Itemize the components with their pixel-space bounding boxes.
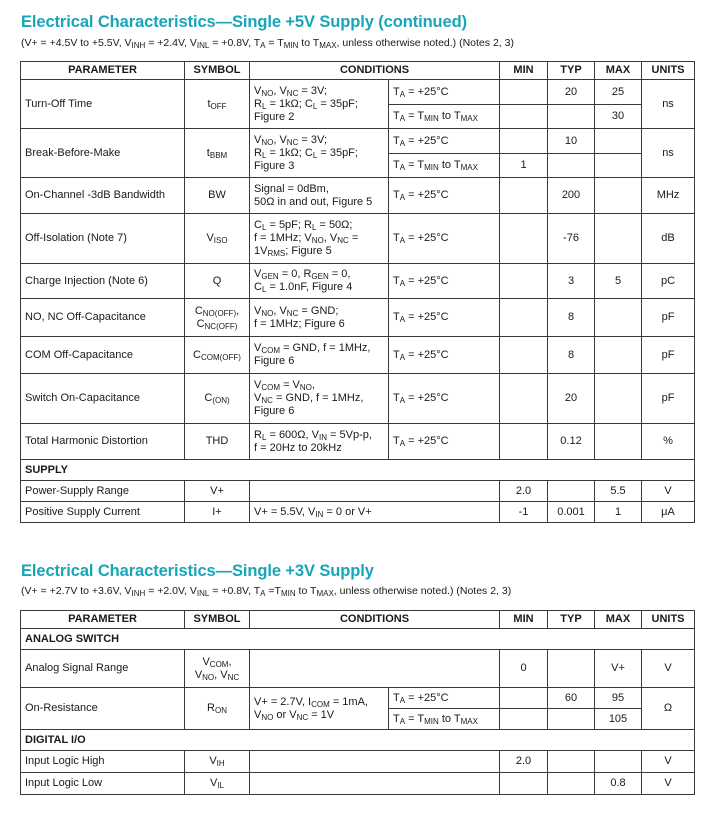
min-cell: 1 bbox=[500, 154, 548, 178]
symbol-cell: THD bbox=[185, 424, 250, 460]
header-conditions: CONDITIONS bbox=[250, 611, 500, 629]
max-cell: V+ bbox=[595, 650, 642, 688]
param-cell: On-Resistance bbox=[21, 688, 185, 730]
param-cell: Turn-Off Time bbox=[21, 80, 185, 129]
typ-cell: 3 bbox=[548, 264, 595, 299]
units-cell: V bbox=[642, 481, 695, 502]
min-cell: 2.0 bbox=[500, 481, 548, 502]
min-cell bbox=[500, 105, 548, 129]
conditions-cell: $V_{NO}$, $V_{NC}$ = GND; f = 1MHz; Figure 6 bbox=[250, 299, 389, 337]
min-cell bbox=[500, 424, 548, 460]
conditions-cell bbox=[250, 751, 500, 773]
min-cell bbox=[500, 688, 548, 709]
section-row-digital-io bbox=[21, 730, 695, 751]
max-cell bbox=[595, 424, 642, 460]
header-max: MAX bbox=[595, 611, 642, 629]
conditions-cell: $V_{COM} = V_{NO}$, $V_{NC}$ = GND, f = 1MHz, Figure 6 bbox=[250, 374, 389, 424]
max-cell: 30 bbox=[595, 105, 642, 129]
symbol-cell: $R_{ON}$ bbox=[185, 688, 250, 730]
table-row bbox=[21, 481, 695, 502]
units-cell: ns bbox=[642, 129, 695, 178]
max-cell bbox=[595, 374, 642, 424]
max-cell bbox=[595, 299, 642, 337]
typ-cell bbox=[548, 709, 595, 730]
min-cell bbox=[500, 709, 548, 730]
min-cell bbox=[500, 178, 548, 214]
temp-condition-cell: $T_A = +25^\circ C$ bbox=[389, 214, 500, 264]
max-cell bbox=[595, 178, 642, 214]
header-min: MIN bbox=[500, 62, 548, 80]
units-cell: pC bbox=[642, 264, 695, 299]
symbol-cell: $C_{COM(OFF)}$ bbox=[185, 337, 250, 374]
section-label: SUPPLY bbox=[21, 460, 695, 481]
min-cell bbox=[500, 374, 548, 424]
param-cell: COM Off-Capacitance bbox=[21, 337, 185, 374]
min-cell bbox=[500, 773, 548, 795]
param-cell: Positive Supply Current bbox=[21, 502, 185, 523]
max-cell bbox=[595, 337, 642, 374]
param-cell: NO, NC Off-Capacitance bbox=[21, 299, 185, 337]
table-5v-supply bbox=[20, 61, 695, 523]
temp-condition-cell: $T_A = T_{MIN}$ to $T_{MAX}$ bbox=[389, 154, 500, 178]
header-conditions: CONDITIONS bbox=[250, 62, 500, 80]
temp-condition-cell: $T_A = +25^\circ C$ bbox=[389, 129, 500, 154]
symbol-cell: $V_{IL}$ bbox=[185, 773, 250, 795]
units-cell: V bbox=[642, 650, 695, 688]
header-min: MIN bbox=[500, 611, 548, 629]
typ-cell: 10 bbox=[548, 129, 595, 154]
symbol-cell: $t_{OFF}$ bbox=[185, 80, 250, 129]
min-cell bbox=[500, 299, 548, 337]
units-cell: Ω bbox=[642, 688, 695, 730]
min-cell bbox=[500, 214, 548, 264]
max-cell: 1 bbox=[595, 502, 642, 523]
table-row bbox=[21, 129, 695, 154]
param-cell: On-Channel -3dB Bandwidth bbox=[21, 178, 185, 214]
section-row-analog-switch bbox=[21, 629, 695, 650]
typ-cell: 8 bbox=[548, 299, 595, 337]
symbol-cell: V+ bbox=[185, 481, 250, 502]
symbol-cell: BW bbox=[185, 178, 250, 214]
param-cell: Off-Isolation (Note 7) bbox=[21, 214, 185, 264]
typ-cell bbox=[548, 105, 595, 129]
units-cell: ns bbox=[642, 80, 695, 129]
units-cell: pF bbox=[642, 374, 695, 424]
table-row bbox=[21, 214, 695, 264]
table-row bbox=[21, 650, 695, 688]
temp-condition-cell: $T_A = T_{MIN}$ to $T_{MAX}$ bbox=[389, 105, 500, 129]
header-row bbox=[21, 62, 695, 80]
param-cell: Break-Before-Make bbox=[21, 129, 185, 178]
temp-condition-cell: $T_A = +25^\circ C$ bbox=[389, 337, 500, 374]
max-cell: 95 bbox=[595, 688, 642, 709]
table-row bbox=[21, 374, 695, 424]
units-cell: μA bbox=[642, 502, 695, 523]
symbol-cell: Q bbox=[185, 264, 250, 299]
units-cell: V bbox=[642, 773, 695, 795]
param-cell: Analog Signal Range bbox=[21, 650, 185, 688]
min-cell bbox=[500, 80, 548, 105]
units-cell: MHz bbox=[642, 178, 695, 214]
section2-title: Electrical Characteristics—Single +3V Supply bbox=[21, 562, 374, 580]
table-row bbox=[21, 773, 695, 795]
min-cell bbox=[500, 337, 548, 374]
temp-condition-cell: $T_A = +25^\circ C$ bbox=[389, 688, 500, 709]
min-cell bbox=[500, 129, 548, 154]
min-cell: 0 bbox=[500, 650, 548, 688]
conditions-cell bbox=[250, 773, 500, 795]
conditions-cell: $V_{GEN} = 0$, $R_{GEN} = 0$, $C_L = 1.0nF$, Figure 4 bbox=[250, 264, 389, 299]
conditions-cell: Signal = 0dBm, 50Ω in and out, Figure 5 bbox=[250, 178, 389, 214]
max-cell bbox=[595, 214, 642, 264]
typ-cell bbox=[548, 481, 595, 502]
temp-condition-cell: $T_A = +25^\circ C$ bbox=[389, 299, 500, 337]
conditions-cell: V+ = 2.7V, $I_{COM} = 1mA$, $V_{NO}$ or $V_{NC} = 1V$ bbox=[250, 688, 389, 730]
symbol-cell: $t_{BBM}$ bbox=[185, 129, 250, 178]
section-row-supply bbox=[21, 460, 695, 481]
param-cell: Charge Injection (Note 6) bbox=[21, 264, 185, 299]
units-cell: dB bbox=[642, 214, 695, 264]
conditions-cell: $C_L = 5pF$; $R_L = 50\Omega$; f = 1MHz; $V_{NO}$, $V_{NC}$ = $1V_{RMS}$; Figure 5 bbox=[250, 214, 389, 264]
header-symbol: SYMBOL bbox=[185, 62, 250, 80]
temp-condition-cell: $T_A = +25^\circ C$ bbox=[389, 80, 500, 105]
conditions-cell: $V_{NO}$, $V_{NC} = 3V$; $R_L = 1k\Omega$; $C_L = 35pF$; Figure 3 bbox=[250, 129, 389, 178]
max-cell: 5.5 bbox=[595, 481, 642, 502]
typ-cell: 20 bbox=[548, 80, 595, 105]
table-row bbox=[21, 299, 695, 337]
header-typ: TYP bbox=[548, 611, 595, 629]
temp-condition-cell: $T_A = +25^\circ C$ bbox=[389, 374, 500, 424]
typ-cell bbox=[548, 154, 595, 178]
table-row bbox=[21, 337, 695, 374]
header-units: UNITS bbox=[642, 611, 695, 629]
header-parameter: PARAMETER bbox=[21, 611, 185, 629]
typ-cell: 0.12 bbox=[548, 424, 595, 460]
min-cell bbox=[500, 264, 548, 299]
symbol-cell: I+ bbox=[185, 502, 250, 523]
temp-condition-cell: $T_A = +25^\circ C$ bbox=[389, 424, 500, 460]
temp-condition-cell: $T_A = +25^\circ C$ bbox=[389, 264, 500, 299]
max-cell: 5 bbox=[595, 264, 642, 299]
symbol-cell: $C_{(ON)}$ bbox=[185, 374, 250, 424]
units-cell: V bbox=[642, 751, 695, 773]
temp-condition-cell: $T_A = +25^\circ C$ bbox=[389, 178, 500, 214]
table-3v-supply bbox=[20, 610, 695, 795]
header-parameter: PARAMETER bbox=[21, 62, 185, 80]
section1-conditions-note: (V+ = +4.5V to +5.5V, $V_{INH} = +2.4V$, $V_{INL} = +0.8V$, $T_A = T_{MIN}$ to $T_{MAX}$, unless otherwise noted.) (Notes 2, 3) bbox=[21, 37, 514, 50]
param-cell: Switch On-Capacitance bbox=[21, 374, 185, 424]
section2-conditions-note: (V+ = +2.7V to +3.6V, $V_{INH} = +2.0V$, $V_{INL} = +0.8V$, $T_A =T_{MIN}$ to $T_{MAX}$, unless otherwise noted.) (Notes 2, 3) bbox=[21, 585, 512, 598]
max-cell bbox=[595, 129, 642, 154]
conditions-cell: $V_{NO}$, $V_{NC} = 3V$; $R_L = 1k\Omega$; $C_L = 35pF$; Figure 2 bbox=[250, 80, 389, 129]
typ-cell: 20 bbox=[548, 374, 595, 424]
param-cell: Input Logic High bbox=[21, 751, 185, 773]
temp-condition-cell: $T_A = T_{MIN}$ to $T_{MAX}$ bbox=[389, 709, 500, 730]
max-cell bbox=[595, 751, 642, 773]
symbol-cell: $V_{IH}$ bbox=[185, 751, 250, 773]
typ-cell: 60 bbox=[548, 688, 595, 709]
min-cell: -1 bbox=[500, 502, 548, 523]
max-cell bbox=[595, 154, 642, 178]
table-row bbox=[21, 502, 695, 523]
typ-cell bbox=[548, 751, 595, 773]
max-cell: 0.8 bbox=[595, 773, 642, 795]
units-cell: pF bbox=[642, 337, 695, 374]
header-max: MAX bbox=[595, 62, 642, 80]
max-cell: 105 bbox=[595, 709, 642, 730]
section-label: ANALOG SWITCH bbox=[21, 629, 695, 650]
symbol-cell: $V_{COM}$, $V_{NO}$, $V_{NC}$ bbox=[185, 650, 250, 688]
max-cell: 25 bbox=[595, 80, 642, 105]
param-cell: Power-Supply Range bbox=[21, 481, 185, 502]
section1-title: Electrical Characteristics—Single +5V Supply (continued) bbox=[21, 13, 467, 31]
param-cell: Input Logic Low bbox=[21, 773, 185, 795]
header-typ: TYP bbox=[548, 62, 595, 80]
header-symbol: SYMBOL bbox=[185, 611, 250, 629]
table-row bbox=[21, 424, 695, 460]
min-cell: 2.0 bbox=[500, 751, 548, 773]
symbol-cell: $C_{NO(OFF)}$, $C_{NC(OFF)}$ bbox=[185, 299, 250, 337]
typ-cell bbox=[548, 650, 595, 688]
conditions-cell bbox=[250, 481, 500, 502]
conditions-cell bbox=[250, 650, 500, 688]
conditions-cell: $R_L = 600\Omega$, $V_{IN} = 5Vp-p$, f = 20Hz to 20kHz bbox=[250, 424, 389, 460]
header-units: UNITS bbox=[642, 62, 695, 80]
section-label: DIGITAL I/O bbox=[21, 730, 695, 751]
typ-cell: 0.001 bbox=[548, 502, 595, 523]
symbol-cell: $V_{ISO}$ bbox=[185, 214, 250, 264]
typ-cell bbox=[548, 773, 595, 795]
units-cell: pF bbox=[642, 299, 695, 337]
table-row bbox=[21, 751, 695, 773]
table-row bbox=[21, 178, 695, 214]
typ-cell: 200 bbox=[548, 178, 595, 214]
table-row bbox=[21, 688, 695, 709]
conditions-cell: V+ = 5.5V, $V_{IN} = 0$ or V+ bbox=[250, 502, 500, 523]
param-cell: Total Harmonic Distortion bbox=[21, 424, 185, 460]
typ-cell: -76 bbox=[548, 214, 595, 264]
table-row bbox=[21, 264, 695, 299]
conditions-cell: $V_{COM}$ = GND, f = 1MHz, Figure 6 bbox=[250, 337, 389, 374]
typ-cell: 8 bbox=[548, 337, 595, 374]
table-row bbox=[21, 80, 695, 105]
header-row bbox=[21, 611, 695, 629]
units-cell: % bbox=[642, 424, 695, 460]
